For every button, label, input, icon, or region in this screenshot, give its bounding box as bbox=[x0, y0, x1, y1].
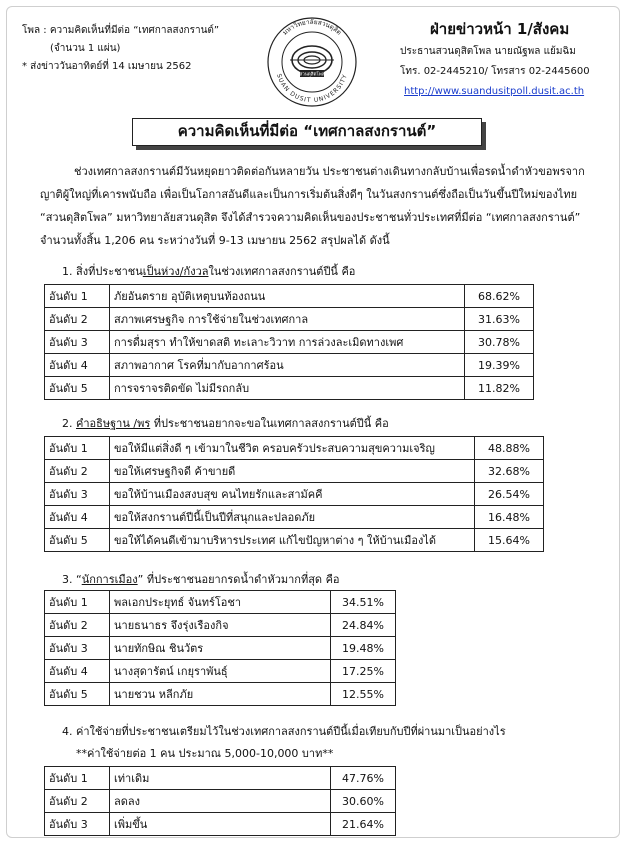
heading-text: 4. ค่าใช้จ่ายที่ประชาชนเตรียมไว้ในช่วงเทศกาลสงกรานต์ปีนี้เมื่อเทียบกับปีที่ผ่านมาเป็นอย่างไร bbox=[62, 725, 506, 738]
intro-line: ญาติผู้ใหญ่ที่เคารพนับถือ เพื่อเป็นโอกาสอันดีและเป็นการเริ่มต้นสิ่งดีๆ ในวันสงกรานต์ซึ่งถือเป็นวันขึ้นปีใหม่ของไทย bbox=[40, 188, 578, 201]
document-title: ความคิดเห็นที่มีต่อ “เทศกาลสงกรานต์” bbox=[132, 118, 482, 146]
percent-cell: 32.68% bbox=[475, 460, 544, 483]
section-4-note: **ค่าใช้จ่ายต่อ 1 คน ประมาณ 5,000-10,000 บาท** bbox=[76, 747, 334, 760]
percent-cell: 30.78% bbox=[465, 331, 534, 354]
text-cell: ภัยอันตราย อุบัติเหตุบนท้องถนน bbox=[110, 285, 465, 308]
department: ฝ่ายข่าวหน้า 1/สังคม bbox=[430, 20, 570, 38]
table-row bbox=[45, 285, 534, 308]
section-3-heading bbox=[62, 570, 340, 588]
text-cell: นายชวน หลีกภัย bbox=[110, 683, 331, 706]
table-row bbox=[45, 660, 396, 683]
intro-line: “สวนดุสิตโพล” มหาวิทยาลัยสวนดุสิต จึงได้สำรวจความคิดเห็นของประชาชนทั่วประเทศที่มีต่อ “เทศกาลสงกรานต์” bbox=[40, 211, 581, 224]
svg-text:SUAN DUSIT UNIVERSITY: SUAN DUSIT UNIVERSITY bbox=[275, 73, 349, 105]
rank-cell: อันดับ 3 bbox=[45, 813, 110, 836]
percent-cell: 17.25% bbox=[331, 660, 396, 683]
text-cell: ลดลง bbox=[110, 790, 331, 813]
section-4-table bbox=[44, 766, 396, 836]
heading-text: 3. “ bbox=[62, 573, 82, 586]
rank-cell: อันดับ 2 bbox=[45, 790, 110, 813]
percent-cell: 16.48% bbox=[475, 506, 544, 529]
table-row bbox=[45, 437, 544, 460]
section-4-heading bbox=[62, 722, 506, 740]
percent-cell: 11.82% bbox=[465, 377, 534, 400]
text-cell: พลเอกประยุทธ์ จันทร์โอชา bbox=[110, 591, 331, 614]
contact-phone: โทร. 02-2445210/ โทรสาร 02-2445600 bbox=[400, 66, 590, 77]
percent-cell: 19.48% bbox=[331, 637, 396, 660]
rank-cell: อันดับ 5 bbox=[45, 377, 110, 400]
intro-paragraph bbox=[40, 160, 600, 252]
percent-cell: 47.76% bbox=[331, 767, 396, 790]
text-cell: เท่าเดิม bbox=[110, 767, 331, 790]
intro-line: ช่วงเทศกาลสงกรานต์มีวันหยุดยาวติดต่อกันหลายวัน ประชาชนต่างเดินทางกลับบ้านเพื่อรดน้ำดำหัวขอพรจาก bbox=[74, 165, 585, 178]
percent-cell: 48.88% bbox=[475, 437, 544, 460]
text-cell: ขอให้สงกรานต์ปีนี้เป็นปีที่สนุกและปลอดภัย bbox=[110, 506, 475, 529]
percent-cell: 34.51% bbox=[331, 591, 396, 614]
header-right bbox=[400, 16, 590, 102]
table-row bbox=[45, 591, 396, 614]
rank-cell: อันดับ 2 bbox=[45, 460, 110, 483]
table-row bbox=[45, 767, 396, 790]
intro-line: จำนวนทั้งสิ้น 1,206 คน ระหว่างวันที่ 9-13 เมษายน 2562 สรุปผลได้ ดังนี้ bbox=[40, 234, 390, 247]
rank-cell: อันดับ 1 bbox=[45, 285, 110, 308]
release-date: * ส่งข่าววันอาทิตย์ที่ 14 เมษายน 2562 bbox=[22, 61, 192, 72]
text-cell: นายธนาธร จึงรุ่งเรืองกิจ bbox=[110, 614, 331, 637]
text-cell: นายทักษิณ ชินวัตร bbox=[110, 637, 331, 660]
table-row bbox=[45, 614, 396, 637]
table-row bbox=[45, 790, 396, 813]
university-seal-logo bbox=[262, 10, 362, 110]
text-cell: ขอให้ได้คนดีเข้ามาบริหารประเทศ แก้ไขปัญหาต่าง ๆ ให้บ้านเมืองได้ bbox=[110, 529, 475, 552]
header-left bbox=[22, 22, 219, 76]
percent-cell: 30.60% bbox=[331, 790, 396, 813]
text-cell: นางสุดารัตน์ เกยุราพันธุ์ bbox=[110, 660, 331, 683]
section-1-heading bbox=[62, 262, 355, 280]
percent-cell: 21.64% bbox=[331, 813, 396, 836]
text-cell: ขอให้บ้านเมืองสงบสุข คนไทยรักและสามัคคี bbox=[110, 483, 475, 506]
rank-cell: อันดับ 3 bbox=[45, 331, 110, 354]
rank-cell: อันดับ 1 bbox=[45, 591, 110, 614]
heading-underlined: เป็นห่วง/กังวล bbox=[142, 265, 209, 278]
heading-underlined: คำอธิษฐาน /พร bbox=[76, 417, 151, 430]
page-count: (จำนวน 1 แผ่น) bbox=[50, 43, 121, 54]
rank-cell: อันดับ 5 bbox=[45, 683, 110, 706]
rank-cell: อันดับ 2 bbox=[45, 308, 110, 331]
rank-cell: อันดับ 1 bbox=[45, 767, 110, 790]
percent-cell: 12.55% bbox=[331, 683, 396, 706]
table-row bbox=[45, 813, 396, 836]
percent-cell: 24.84% bbox=[331, 614, 396, 637]
table-row bbox=[45, 354, 534, 377]
president: ประธานสวนดุสิตโพล นายณัฐพล แย้มฉิม bbox=[400, 46, 576, 57]
rank-cell: อันดับ 4 bbox=[45, 354, 110, 377]
percent-cell: 31.63% bbox=[465, 308, 534, 331]
text-cell: การดื่มสุรา ทำให้ขาดสติ ทะเลาะวิวาท การล่วงละเมิดทางเพศ bbox=[110, 331, 465, 354]
table-row bbox=[45, 308, 534, 331]
text-cell: ขอให้เศรษฐกิจดี ค้าขายดี bbox=[110, 460, 475, 483]
percent-cell: 68.62% bbox=[465, 285, 534, 308]
heading-underlined: นักการเมือง bbox=[81, 573, 138, 586]
heading-text: ที่ประชาชนอยากจะขอในเทศกาลสงกรานต์ปีนี้ คือ bbox=[150, 417, 389, 430]
section-3-table bbox=[44, 590, 396, 706]
rank-cell: อันดับ 3 bbox=[45, 483, 110, 506]
rank-cell: อันดับ 4 bbox=[45, 506, 110, 529]
table-row bbox=[45, 377, 534, 400]
rank-cell: อันดับ 4 bbox=[45, 660, 110, 683]
table-row bbox=[45, 683, 396, 706]
heading-text: 2. bbox=[62, 417, 76, 430]
table-row bbox=[45, 506, 544, 529]
rank-cell: อันดับ 5 bbox=[45, 529, 110, 552]
rank-cell: อันดับ 1 bbox=[45, 437, 110, 460]
website-link[interactable]: http://www.suandusitpoll.dusit.ac.th bbox=[404, 86, 585, 97]
text-cell: ขอให้มีแต่สิ่งดี ๆ เข้ามาในชีวิต ครอบครัวประสบความสุขความเจริญ bbox=[110, 437, 475, 460]
table-row bbox=[45, 483, 544, 506]
percent-cell: 26.54% bbox=[475, 483, 544, 506]
table-row bbox=[45, 529, 544, 552]
section-1-table bbox=[44, 284, 534, 400]
text-cell: สภาพอากาศ โรคที่มากับอากาศร้อน bbox=[110, 354, 465, 377]
table-row bbox=[45, 637, 396, 660]
text-cell: เพิ่มขึ้น bbox=[110, 813, 331, 836]
percent-cell: 19.39% bbox=[465, 354, 534, 377]
rank-cell: อันดับ 3 bbox=[45, 637, 110, 660]
heading-text: ” ที่ประชาชนอยากรดน้ำดำหัวมากที่สุด คือ bbox=[137, 573, 340, 586]
text-cell: การจราจรติดขัด ไม่มีรถกลับ bbox=[110, 377, 465, 400]
percent-cell: 15.64% bbox=[475, 529, 544, 552]
heading-text: 1. สิ่งที่ประชาชน bbox=[62, 265, 143, 278]
table-row bbox=[45, 460, 544, 483]
text-cell: สภาพเศรษฐกิจ การใช้จ่ายในช่วงเทศกาล bbox=[110, 308, 465, 331]
section-2-table bbox=[44, 436, 544, 552]
rank-cell: อันดับ 2 bbox=[45, 614, 110, 637]
poll-line: โพล : ความคิดเห็นที่มีต่อ “เทศกาลสงกรานต์” bbox=[22, 25, 220, 36]
table-row bbox=[45, 331, 534, 354]
heading-text: ในช่วงเทศกาลสงกรานต์ปีนี้ คือ bbox=[208, 265, 356, 278]
svg-text:มหาวิทยาลัยสวนดุสิต: มหาวิทยาลัยสวนดุสิต bbox=[280, 17, 344, 37]
svg-text:สวนดุสิตโพล: สวนดุสิตโพล bbox=[299, 72, 325, 78]
section-2-heading bbox=[62, 414, 389, 432]
